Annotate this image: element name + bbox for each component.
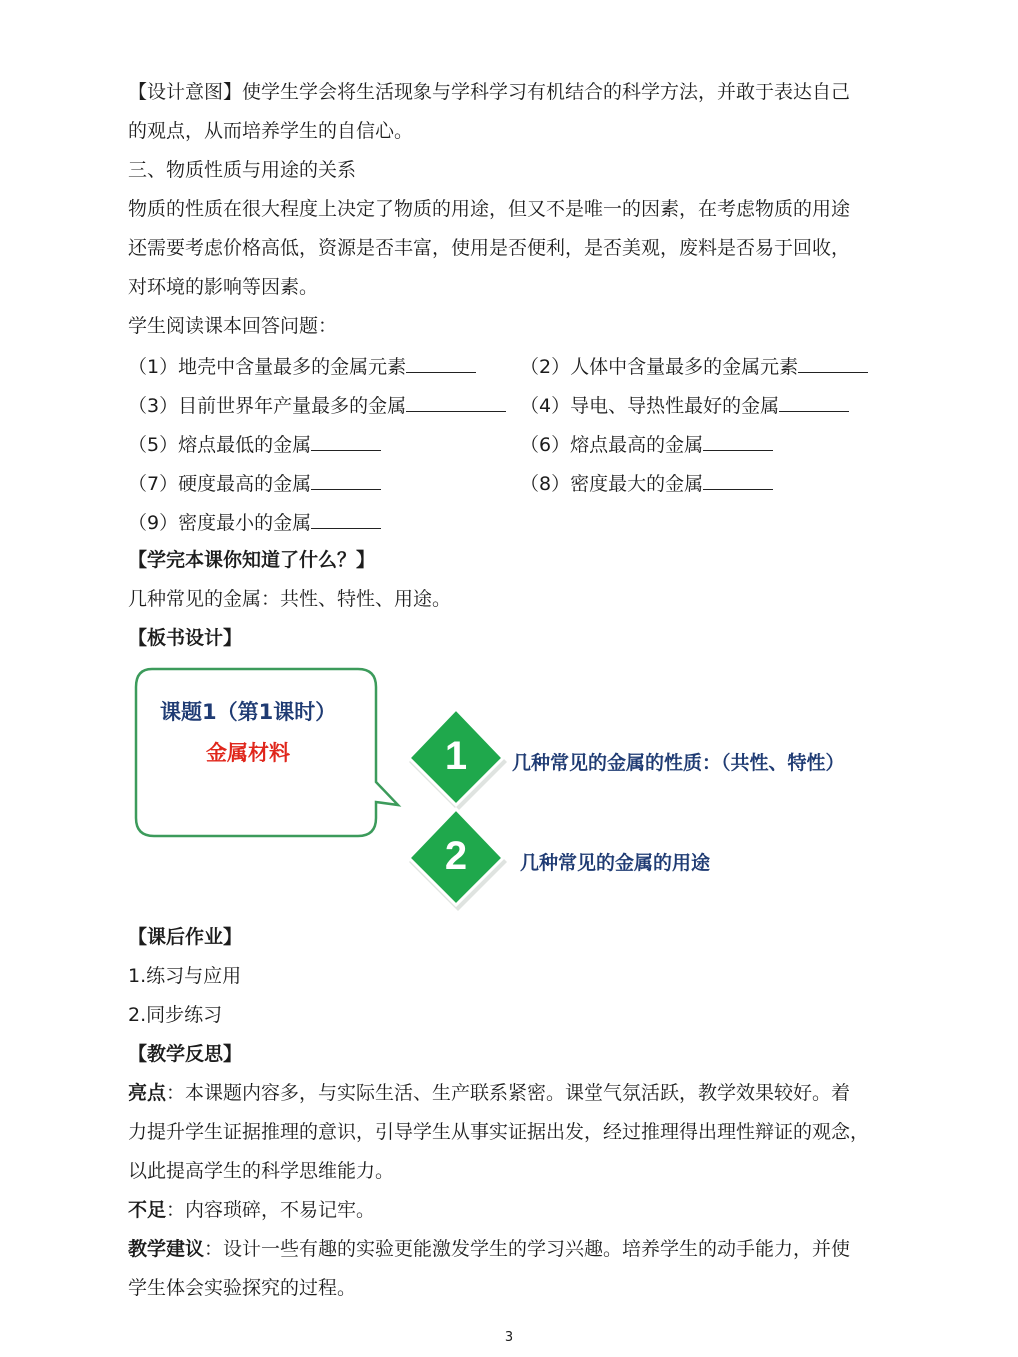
answer-blank[interactable] <box>703 430 773 451</box>
design-intent-line-1: 【设计意图】使学生学会将生活现象与学科学习有机结合的科学方法，并敢于表达自己 <box>128 81 851 103</box>
summary-heading: 【学完本课你知道了什么？】 <box>128 549 376 571</box>
answer-blank[interactable] <box>311 469 381 490</box>
section-3-para-line-1: 物质的性质在很大程度上决定了物质的用途，但又不是唯一的因素，在考虑物质的用途 <box>128 198 851 220</box>
section-3-para-line-2: 还需要考虑价格高低，资源是否丰富，使用是否便利，是否美观，废料是否易于回收， <box>128 237 851 259</box>
answer-blank[interactable] <box>406 352 476 373</box>
highlight-line-2: 力提升学生证据推理的意识，引导学生从事实证据出发，经过推理得出理性辩证的观念， <box>128 1121 870 1143</box>
suggestion-line-2: 学生体会实验探究的过程。 <box>128 1277 357 1299</box>
board-heading: 【板书设计】 <box>128 627 243 649</box>
shortcoming-line <box>128 1197 375 1223</box>
section-3-para-line-3: 对环境的影响等因素。 <box>128 276 319 298</box>
question-9 <box>128 508 381 536</box>
highlight-line-3: 以此提高学生的科学思维能力。 <box>128 1160 395 1182</box>
item-2-number: 2 <box>444 834 468 878</box>
question-5 <box>128 430 381 458</box>
design-intent-line-2: 的观点，从而培养学生的自信心。 <box>128 120 414 142</box>
question-1 <box>128 352 476 380</box>
page-number: 3 <box>504 1330 514 1345</box>
question-label: （4）导电、导热性最好的金属 <box>520 395 780 417</box>
question-label: （9）密度最小的金属 <box>128 512 312 534</box>
shortcoming-label: 不足 <box>128 1199 167 1221</box>
question-label: （7）硬度最高的金属 <box>128 473 312 495</box>
summary-text: 几种常见的金属：共性、特性、用途。 <box>128 588 452 610</box>
questions-prompt: 学生阅读课本回答问题： <box>128 315 338 337</box>
question-2 <box>520 352 868 380</box>
highlight-text: ：本课题内容多，与实际生活、生产联系紧密。课堂气氛活跃，教学效果较好。着 <box>166 1082 851 1104</box>
question-label: （5）熔点最低的金属 <box>128 434 312 456</box>
highlight-line-1 <box>128 1080 850 1106</box>
answer-blank[interactable] <box>703 469 773 490</box>
item-1-number: 1 <box>444 734 468 778</box>
highlight-label: 亮点 <box>128 1082 167 1104</box>
homework-heading: 【课后作业】 <box>128 926 243 948</box>
answer-blank[interactable] <box>406 391 506 412</box>
answer-blank[interactable] <box>779 391 849 412</box>
homework-item-2: 2.同步练习 <box>128 1004 223 1026</box>
question-label: （2）人体中含量最多的金属元素 <box>520 356 799 378</box>
suggestion-label: 教学建议 <box>128 1238 205 1260</box>
question-label: （6）熔点最高的金属 <box>520 434 704 456</box>
item-2-text: 几种常见的金属的用途 <box>520 852 711 874</box>
answer-blank[interactable] <box>311 430 381 451</box>
answer-blank[interactable] <box>311 508 381 529</box>
lesson-title: 课题1（第1课时） <box>160 700 337 724</box>
question-3 <box>128 391 506 419</box>
reflection-heading: 【教学反思】 <box>128 1043 243 1065</box>
answer-blank[interactable] <box>798 352 868 373</box>
question-label: （3）目前世界年产量最多的金属 <box>128 395 407 417</box>
item-1-text: 几种常见的金属的性质：（共性、特性） <box>512 752 845 774</box>
section-3-heading: 三、物质性质与用途的关系 <box>128 159 357 181</box>
question-4 <box>520 391 849 419</box>
question-label: （1）地壳中含量最多的金属元素 <box>128 356 407 378</box>
homework-item-1: 1.练习与应用 <box>128 965 242 987</box>
question-label: （8）密度最大的金属 <box>520 473 704 495</box>
suggestion-line-1 <box>128 1236 850 1262</box>
question-8 <box>520 469 773 497</box>
board-design-diagram <box>130 664 910 920</box>
question-6 <box>520 430 773 458</box>
lesson-subtitle: 金属材料 <box>206 741 290 765</box>
shortcoming-text: ：内容琐碎，不易记牢。 <box>166 1199 376 1221</box>
suggestion-text: ：设计一些有趣的实验更能激发学生的学习兴趣。培养学生的动手能力，并使 <box>204 1238 851 1260</box>
question-7 <box>128 469 381 497</box>
